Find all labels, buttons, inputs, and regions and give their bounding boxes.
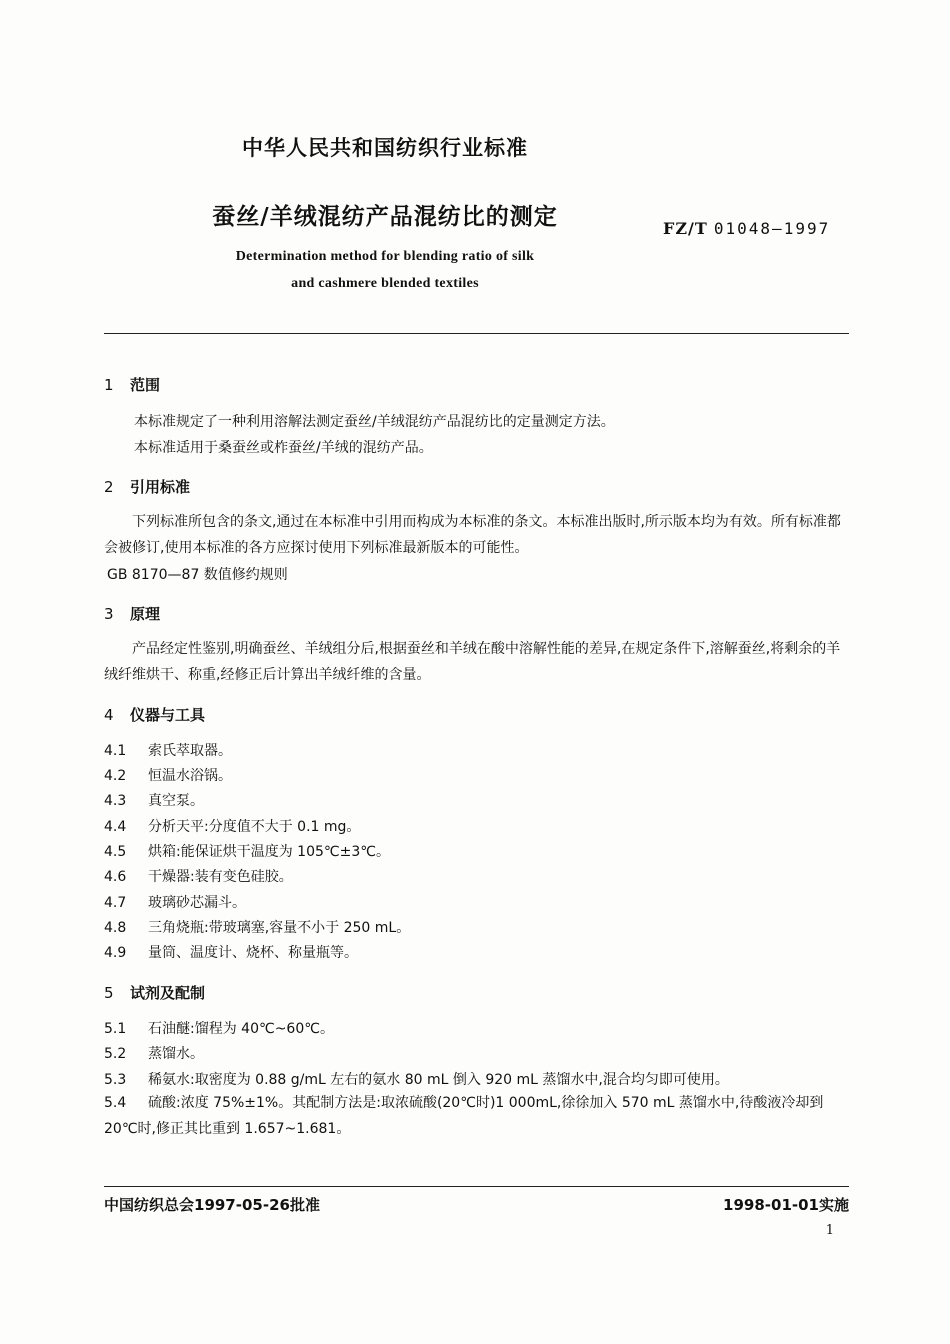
list-item: 4.5 烘箱:能保证烘干温度为 105℃±3℃。 bbox=[104, 844, 390, 860]
header-divider bbox=[104, 333, 849, 334]
document-title-cn: 蚕丝/羊绒混纺产品混纺比的测定 bbox=[212, 204, 558, 230]
list-item: 5.4 硫酸:浓度 75%±1%。其配制方法是:取浓硫酸(20℃时)1 000mL,徐徐加入 570 mL 蒸馏水中,待酸液冷却到 20℃时,修正其比重到 1.657~1.681。 bbox=[104, 1095, 824, 1137]
section-title: 引用标准 bbox=[130, 478, 191, 496]
scope-line-1: 本标准规定了一种利用溶解法测定蚕丝/羊绒混纺产品混纺比的定量测定方法。 bbox=[134, 414, 615, 430]
approval-date: 中国纺织总会1997-05-26批准 bbox=[104, 1196, 320, 1214]
section-number: 1 bbox=[104, 376, 114, 394]
document-title-en-line2: and cashmere blended textiles bbox=[291, 276, 479, 291]
references-paragraph: 下列标准所包含的条文,通过在本标准中引用而构成为本标准的条文。本标准出版时,所示版本均为有效。所有标准都会被修订,使用本标准的各方应探讨使用下列标准最新版本的可能性。 bbox=[104, 514, 841, 556]
standard-code bbox=[663, 219, 830, 238]
page-number: 1 bbox=[825, 1223, 834, 1238]
section-heading-references bbox=[104, 476, 190, 497]
implementation-date: 1998-01-01实施 bbox=[723, 1196, 849, 1214]
issuing-organization: 中华人民共和国纺织行业标准 bbox=[242, 136, 528, 160]
standard-prefix: FZ/T bbox=[663, 219, 708, 238]
section-title: 仪器与工具 bbox=[130, 706, 206, 724]
section-number: 5 bbox=[104, 984, 114, 1002]
list-item: 4.6 干燥器:装有变色硅胶。 bbox=[104, 869, 293, 885]
document-title-en-line1: Determination method for blending ratio of silk bbox=[235, 249, 535, 264]
section-number: 4 bbox=[104, 706, 114, 724]
list-item: 4.9 量筒、温度计、烧杯、称量瓶等。 bbox=[104, 945, 358, 961]
principle-paragraph: 产品经定性鉴别,明确蚕丝、羊绒组分后,根据蚕丝和羊绒在酸中溶解性能的差异,在规定条件下,溶解蚕丝,将剩余的羊绒纤维烘干、称重,经修正后计算出羊绒纤维的含量。 bbox=[104, 641, 841, 683]
section-title: 试剂及配制 bbox=[130, 984, 206, 1002]
standard-number: 01048—1997 bbox=[713, 219, 831, 238]
reference-gb8170: GB 8170—87 数值修约规则 bbox=[107, 567, 288, 583]
section-heading-apparatus bbox=[104, 704, 205, 725]
scope-line-2: 本标准适用于桑蚕丝或柞蚕丝/羊绒的混纺产品。 bbox=[134, 440, 433, 456]
section-number: 3 bbox=[104, 605, 114, 623]
list-item: 5.2 蒸馏水。 bbox=[104, 1046, 204, 1062]
section-title: 原理 bbox=[130, 605, 161, 623]
list-item: 5.3 稀氨水:取密度为 0.88 g/mL 左右的氨水 80 mL 倒入 920 mL 蒸馏水中,混合均匀即可使用。 bbox=[104, 1072, 729, 1088]
section-number: 2 bbox=[104, 478, 114, 496]
list-item: 4.3 真空泵。 bbox=[104, 793, 204, 809]
list-item: 4.2 恒温水浴锅。 bbox=[104, 768, 232, 784]
list-item: 4.8 三角烧瓶:带玻璃塞,容量不小于 250 mL。 bbox=[104, 920, 411, 936]
section-title: 范围 bbox=[130, 376, 161, 394]
list-item: 5.1 石油醚:馏程为 40℃~60℃。 bbox=[104, 1021, 334, 1037]
section-heading-reagents bbox=[104, 982, 205, 1003]
section-heading-principle bbox=[104, 603, 160, 624]
section-heading-scope bbox=[104, 374, 160, 395]
footer-divider bbox=[104, 1186, 849, 1187]
list-item: 4.1 索氏萃取器。 bbox=[104, 743, 232, 759]
list-item: 4.4 分析天平:分度值不大于 0.1 mg。 bbox=[104, 819, 361, 835]
list-item: 4.7 玻璃砂芯漏斗。 bbox=[104, 895, 246, 911]
